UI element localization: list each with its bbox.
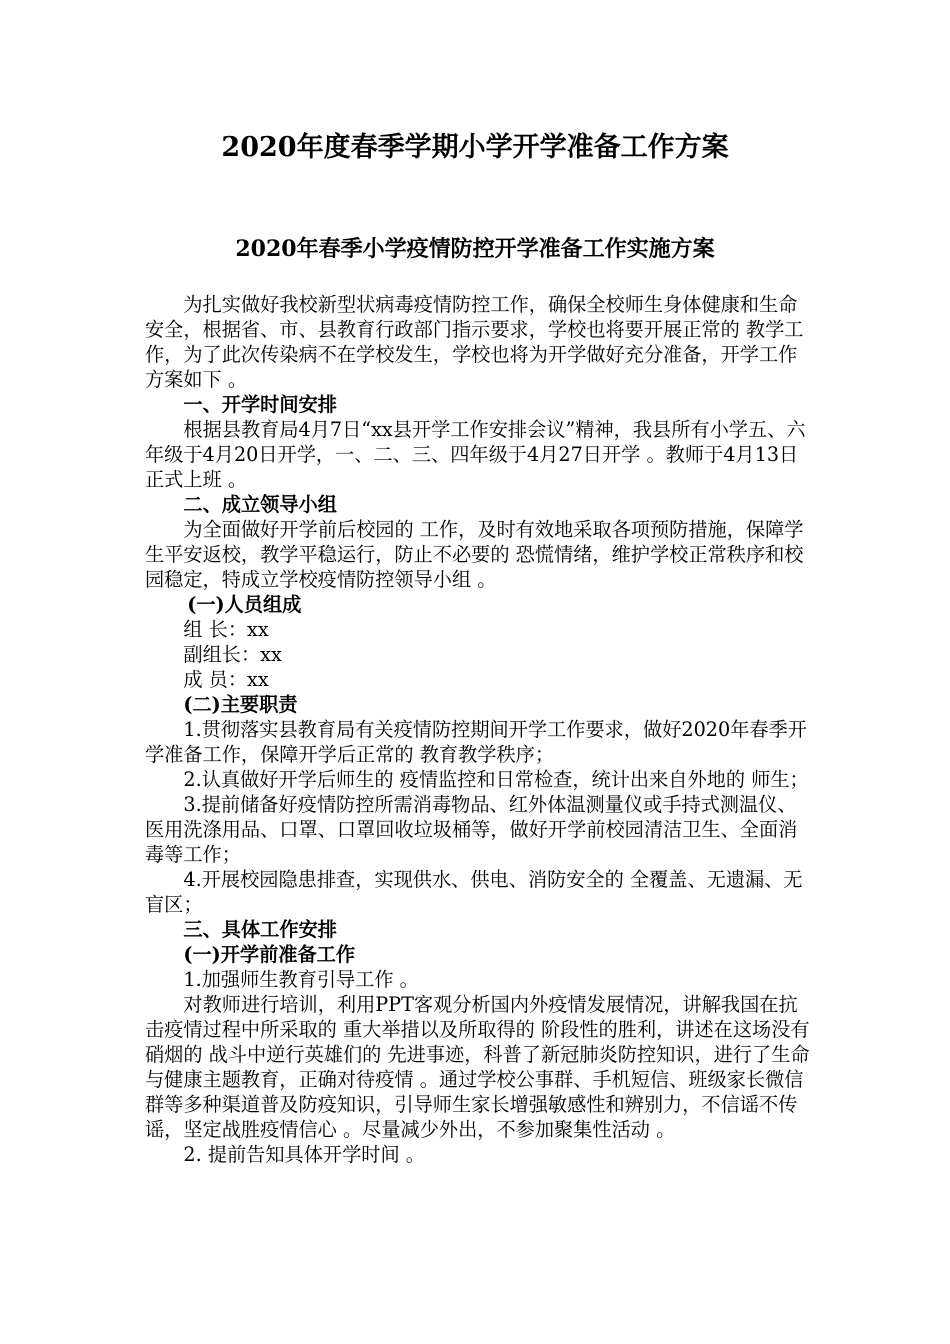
section-heading: (一)开学前准备工作 xyxy=(183,943,356,966)
body-paragraph: 4.开展校园隐患排查，实现供水、供电、消防安全的 全覆盖、无遗漏、无盲区； xyxy=(145,868,803,916)
document-title: 2020年度春季学期小学开学准备工作方案 xyxy=(221,132,729,163)
body-paragraph: 组 长：xx xyxy=(183,618,269,641)
section-heading: 三、具体工作安排 xyxy=(183,918,337,941)
body-paragraph: 成 员：xx xyxy=(183,668,269,691)
body-paragraph: 对教师进行培训，利用PPT客观分析国内外疫情发展情况，讲解我国在抗击疫情过程中所采取的 重大举措以及所取得的 阶段性的胜利，讲述在这场没有硝烟的 战斗中逆行英雄们的 先进事迹，科普了新冠肺炎防控知识，进行了生命与健康主题教育，正确对待疫情 。通过学校公事群、手机短信、班级家长微信群等多种渠道普及防疫知识，引导师生家长增强敏感性和辨别力，不信谣不传谣，坚定战胜疫情信心 。尽量减少外出，不参加聚集性活动 。 xyxy=(145,993,810,1141)
document-body xyxy=(145,292,815,1167)
section-heading: (一)人员组成 xyxy=(187,593,302,616)
body-paragraph: 2.认真做好开学后师生的 疫情监控和日常检查，统计出来自外地的 师生； xyxy=(183,768,809,791)
body-paragraph: 1.贯彻落实县教育局有关疫情防控期间开学工作要求，做好2020年春季开学准备工作，保障开学后正常的 教育教学秩序； xyxy=(145,718,807,766)
body-paragraph: 为扎实做好我校新型状病毒疫情防控工作，确保全校师生身体健康和生命安全，根据省、市、县教育行政部门指示要求，学校也将要开展正常的 教学工作，为了此次传染病不在学校发生，学校也将为开学做好充分准备，开学工作方案如下 。 xyxy=(145,293,804,391)
body-paragraph: 为全面做好开学前后校园的 工作，及时有效地采取各项预防措施，保障学生平安返校，教学平稳运行，防止不必要的 恐慌情绪，维护学校正常秩序和校园稳定，特成立学校疫情防控领导小组 。 xyxy=(145,518,804,591)
body-paragraph: 根据县教育局4月7日“xx县开学工作安排会议”精神，我县所有小学五、六年级于4月20日开学，一、二、三、四年级于4月27日开学 。教师于4月13日正式上班 。 xyxy=(145,418,806,491)
section-heading: 一、开学时间安排 xyxy=(183,393,337,416)
section-heading: 二、成立领导小组 xyxy=(183,493,337,516)
section-heading: (二)主要职责 xyxy=(183,693,298,716)
body-paragraph: 2. 提前告知具体开学时间 。 xyxy=(183,1143,425,1166)
document-subtitle: 2020年春季小学疫情防控开学准备工作实施方案 xyxy=(235,236,715,262)
body-paragraph: 3.提前储备好疫情防控所需消毒物品、红外体温测量仪或手持式测温仪、医用洗涤用品、口罩、口罩回收垃圾桶等，做好开学前校园清洁卫生、全面消毒等工作； xyxy=(145,793,798,866)
body-paragraph: 1.加强师生教育引导工作 。 xyxy=(183,968,419,991)
body-paragraph: 副组长：xx xyxy=(183,643,282,666)
